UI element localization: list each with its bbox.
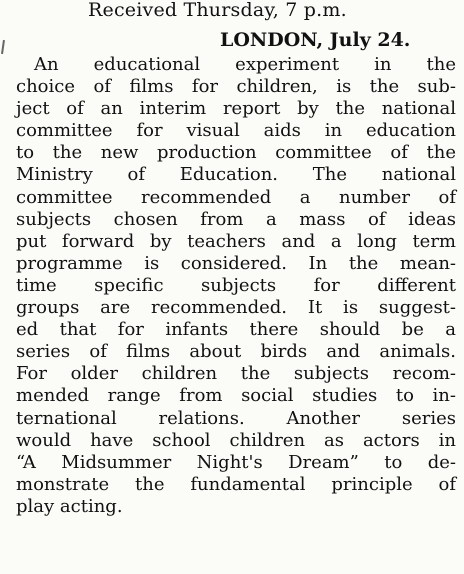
article-line: ject of an interim report by the national	[16, 98, 456, 120]
article-line: monstrate the fundamental principle of	[16, 473, 456, 495]
margin-mark	[1, 40, 5, 54]
article-line: committee for visual aids in education	[16, 120, 456, 142]
article-line: to the new production committee of the	[16, 142, 456, 164]
article-line: would have school children as actors in	[16, 429, 456, 451]
article-line: play acting.	[16, 495, 123, 517]
article-line: choice of films for children, is the sub-	[16, 76, 456, 98]
article-line: “A Midsummer Night's Dream” to de-	[16, 451, 456, 473]
article-line: Ministry of Education. The national	[16, 164, 456, 186]
article-line: mended range from social studies to in-	[16, 385, 456, 407]
article-line: groups are recommended. It is suggest-	[16, 297, 456, 319]
article-line: For older children the subjects recom-	[16, 363, 456, 385]
article-line: subjects chosen from a mass of ideas	[16, 208, 456, 230]
article-line: ed that for infants there should be a	[16, 319, 456, 341]
article-body	[16, 54, 456, 518]
article-line: programme is considered. In the mean-	[16, 252, 456, 274]
dateline-place-date: LONDON, July 24.	[220, 29, 411, 51]
article-line: ternational relations. Another series	[16, 407, 456, 429]
article-line: committee recommended a number of	[16, 186, 456, 208]
article-line: put forward by teachers and a long term	[16, 230, 456, 252]
dateline-received: Received Thursday, 7 p.m.	[88, 0, 347, 21]
article-line: time specific subjects for different	[16, 274, 456, 296]
article-line: series of films about birds and animals.	[16, 341, 456, 363]
article-line: An educational experiment in the	[34, 54, 456, 75]
